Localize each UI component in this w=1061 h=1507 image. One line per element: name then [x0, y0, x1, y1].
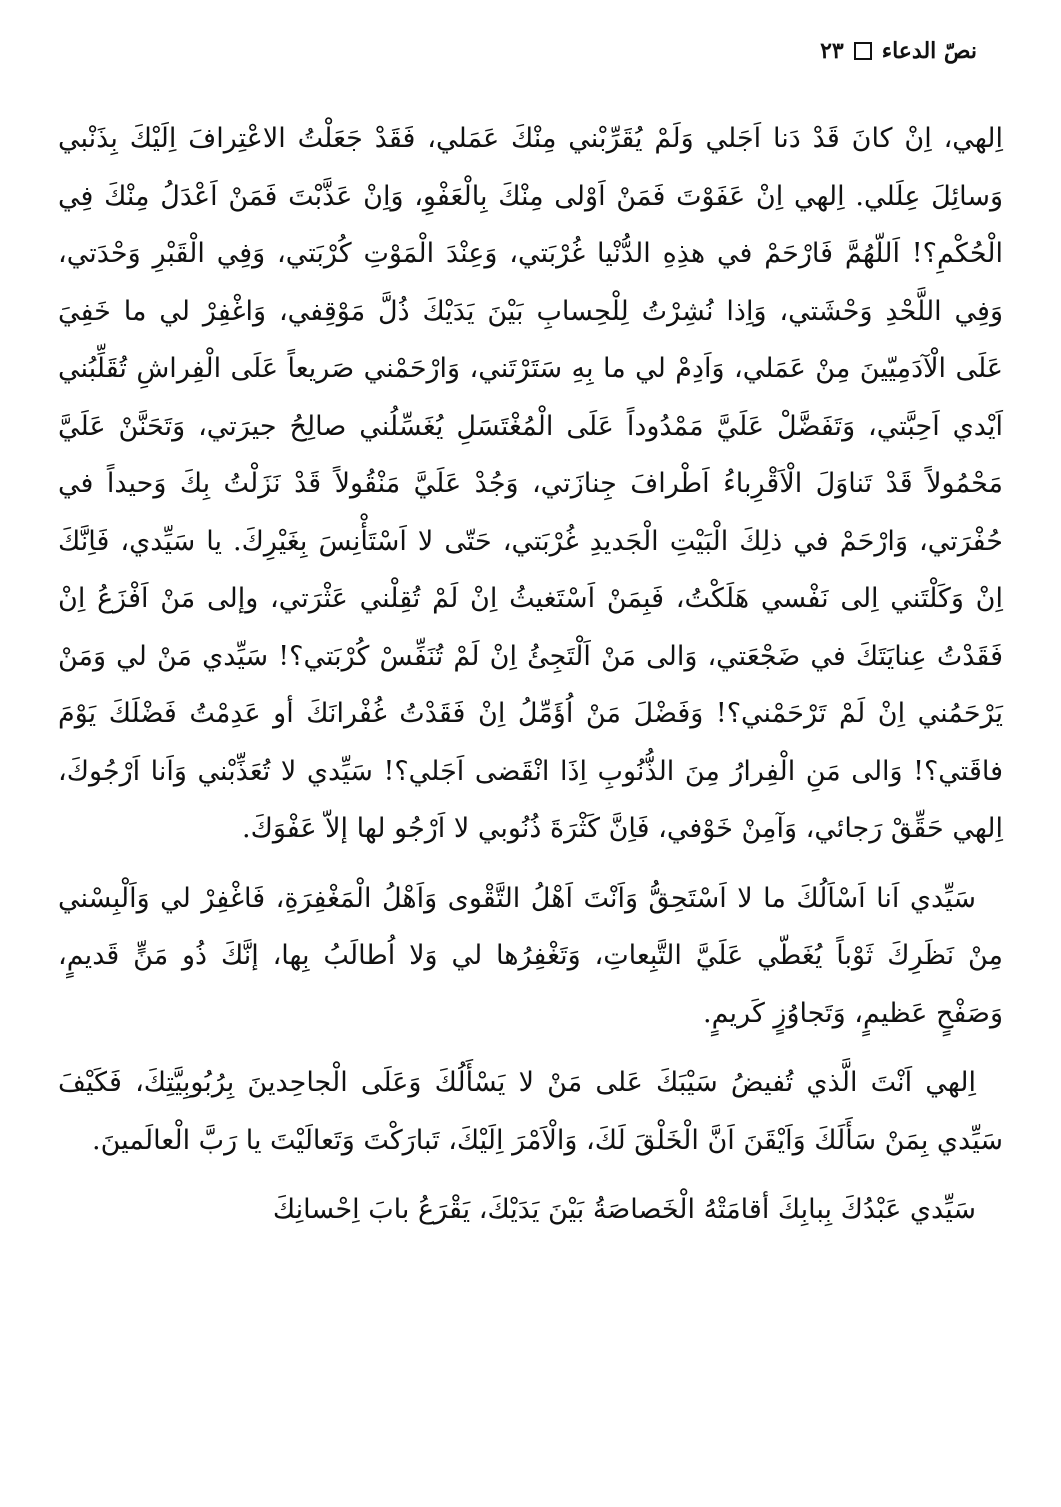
- square-ornament-icon: [854, 42, 872, 60]
- paragraph-1: اِلهي، اِنْ كانَ قَدْ دَنا اَجَلي وَلَمْ يُقَرِّبْني مِنْكَ عَمَلي، فَقَدْ جَعَلْتُ الاعْتِرافَ اِلَيْكَ بِذَنْبي وَسائِلَ عِلَلي. اِلهي اِنْ عَفَوْتَ فَمَنْ اَوْلى مِنْكَ بِالْعَفْوِ، وَاِنْ عَذَّبْتَ فَمَنْ اَعْدَلُ مِنْكَ فِي الْحُكْمِ؟! اَللّهُمَّ فَارْحَمْ في هذِهِ الدُّنْيا غُرْبَتي، وَعِنْدَ الْمَوْتِ كُرْبَتي، وَفِي الْقَبْرِ وَحْدَتي، وَفِي اللَّحْدِ وَحْشَتي، وَاِذا نُشِرْتُ لِلْحِسابِ بَيْنَ يَدَيْكَ ذُلَّ مَوْقِفي، وَاغْفِرْ لي ما خَفِيَ عَلَى الْآدَمِيّينَ مِنْ عَمَلي، وَاَدِمْ لي ما بِهِ سَتَرْتَني، وَارْحَمْني صَريعاً عَلَى الْفِراشِ تُقَلِّبُني اَيْدي اَحِبَّتي، وَتَفَضَّلْ عَلَيَّ مَمْدُوداً عَلَى الْمُغْتَسَلِ يُغَسِّلُني صالِحُ جيرَتي، وَتَحَنَّنْ عَلَيَّ مَحْمُولاً قَدْ تَناوَلَ الْاَقْرِباءُ اَطْرافَ جِنازَتي، وَجُدْ عَلَيَّ مَنْقُولاً قَدْ نَزَلْتُ بِكَ وَحيداً في حُفْرَتي، وَارْحَمْ في ذلِكَ الْبَيْتِ الْجَديدِ غُرْبَتي، حَتّى لا اَسْتَأْنِسَ بِغَيْرِكَ. يا سَيِّدي، فَاِنَّكَ اِنْ وَكَلْتَني اِلى نَفْسي هَلَكْتُ، فَبِمَنْ اَسْتَغيثُ اِنْ لَمْ تُقِلْني عَثْرَتي، وإلى مَنْ اَفْزَعُ اِنْ فَقَدْتُ عِنايَتَكَ في ضَجْعَتي، وَالى مَنْ اَلْتَجِئُ اِنْ لَمْ تُنَفِّسْ كُرْبَتي؟! سَيِّدي مَنْ لي وَمَنْ يَرْحَمُني اِنْ لَمْ تَرْحَمْني؟! وَفَضْلَ مَنْ اُؤَمِّلُ اِنْ فَقَدْتُ غُفْرانَكَ أو عَدِمْتُ فَضْلَكَ يَوْمَ فاقَتي؟! وَالى مَنِ الْفِرارُ مِنَ الذُّنُوبِ اِذَا انْقَضى اَجَلي؟! سَيِّدي لا تُعَذِّبْني وَاَنا اَرْجُوكَ، اِلهي حَقِّقْ رَجائي، وَآمِنْ خَوْفي، فَاِنَّ كَثْرَةَ ذُنُوبي لا اَرْجُو لها إلاّ عَفْوَكَ.: [58, 123, 1003, 844]
- supplication-text: [58, 110, 1003, 1239]
- running-header: [820, 38, 977, 64]
- paragraph-4: سَيِّدي عَبْدُكَ بِبابِكَ أقامَتْهُ الْخَصاصَةُ بَيْنَ يَدَيْكَ، يَقْرَعُ بابَ اِحْسانِكَ: [272, 1194, 976, 1225]
- page-number: ٢٣: [820, 38, 844, 64]
- paragraph-3: اِلهي اَنْتَ الَّذي تُفيضُ سَيْبَكَ عَلى مَنْ لا يَسْأَلُكَ وَعَلَى الْجاحِدينَ بِرُبُوبِيَّتِكَ، فَكَيْفَ سَيِّدي بِمَنْ سَأَلَكَ وَاَيْقَنَ اَنَّ الْخَلْقَ لَكَ، وَالْاَمْرَ اِلَيْكَ، تَبارَكْتَ وَتَعالَيْتَ يا رَبَّ الْعالَمينَ.: [58, 1067, 1003, 1156]
- paragraph-2: سَيِّدي اَنا اَسْاَلُكَ ما لا اَسْتَحِقُّ وَاَنْتَ اَهْلُ التَّقْوى وَاَهْلُ الْمَغْفِرَةِ، فَاغْفِرْ لي وَاَلْبِسْني مِنْ نَظَرِكَ ثَوْباً يُغَطّي عَلَيَّ التَّبِعاتِ، وَتَغْفِرُها لي وَلا اُطالَبُ بِها، إنَّكَ ذُو مَنٍّ قَديمٍ، وَصَفْحٍ عَظيمٍ، وَتَجاوُزٍ كَريمٍ.: [58, 882, 1003, 1029]
- header-title: نصّ الدعاء: [881, 38, 977, 64]
